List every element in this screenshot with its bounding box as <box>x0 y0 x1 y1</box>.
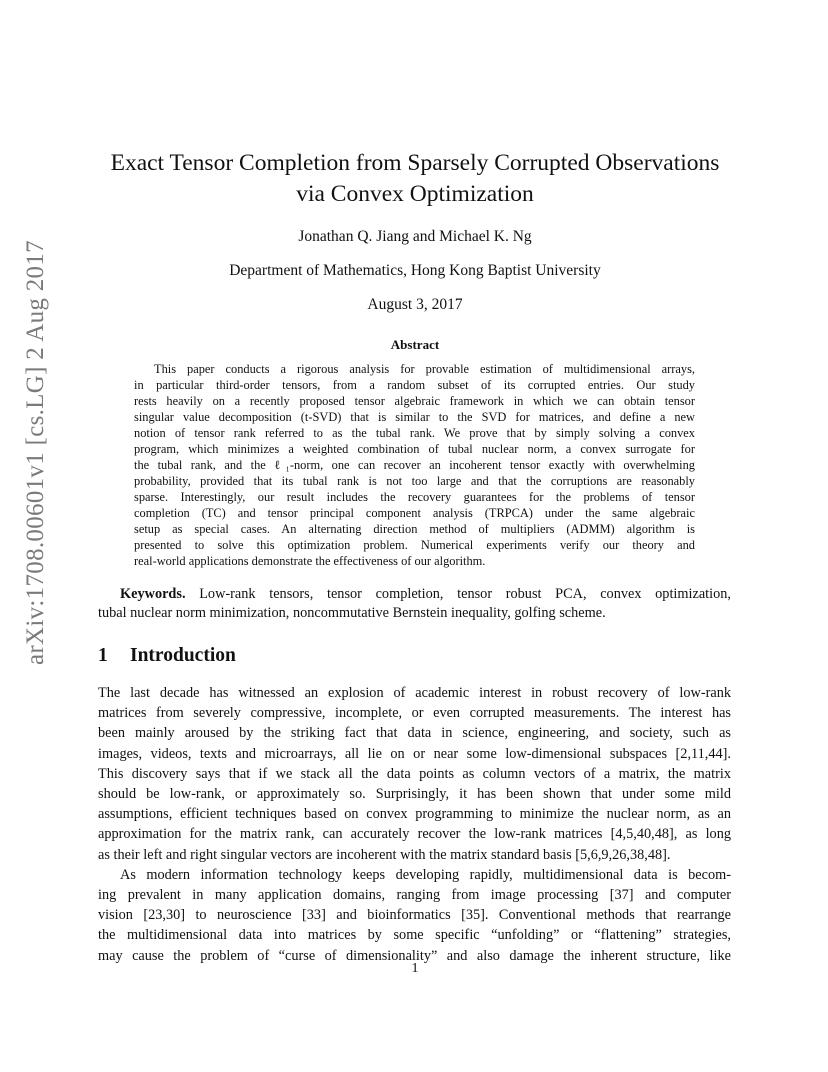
abstract-line: singular value decomposition (t-SVD) that is similar to the SVD for matrices, and define a new <box>134 410 695 424</box>
body-line: matrices from severely compressive, incomplete, or even corrupted measurements. The interest has <box>98 705 731 722</box>
title-line-1: Exact Tensor Completion from Sparsely Corrupted Observations <box>110 150 720 176</box>
arxiv-identifier[interactable]: arXiv:1708.00601v1 [cs.LG] 2 Aug 2017 <box>22 240 49 665</box>
keywords-label: Keywords. <box>120 586 186 602</box>
abstract-text <box>134 361 695 569</box>
abstract-line: presented to solve this optimization problem. Numerical experiments verify our theory and <box>134 538 695 552</box>
paper-date: August 3, 2017 <box>367 296 463 313</box>
abstract-line: in particular third-order tensors, from a random subset of its corrupted entries. Our study <box>134 378 695 392</box>
abstract-line: the tubal rank, and the ℓ₁-norm, one can recover an incoherent tensor exactly with overwhelming <box>134 458 695 472</box>
keywords-text-1: Low-rank tensors, tensor completion, tensor robust PCA, convex optimization, <box>199 586 731 602</box>
body-line: vision [23,30] to neuroscience [33] and bioinformatics [35]. Conventional methods that rearrange <box>98 907 731 924</box>
body-line: the multidimensional data into matrices by some specific “unfolding” or “flattening” strategies, <box>98 927 731 944</box>
abstract-heading: Abstract <box>390 337 440 352</box>
body-line: As modern information technology keeps developing rapidly, multidimensional data is becom- <box>120 866 731 883</box>
abstract-line: setup as special cases. An alternating direction method of multipliers (ADMM) algorithm is <box>134 522 695 536</box>
body-line: may cause the problem of “curse of dimensionality” and also damage the inherent structure, like <box>98 947 731 964</box>
body-line: should be low-rank, or approximately so. Surprisingly, it has been shown that under some mild <box>98 786 731 803</box>
abstract-line: program, which minimizes a weighted combination of tubal nuclear norm, a convex surrogate for <box>134 442 695 456</box>
abstract-line: real-world applications demonstrate the effectiveness of our algorithm. <box>134 554 486 568</box>
abstract-line: sparse. Interestingly, our result includes the recovery guarantees for the problems of tensor <box>134 490 695 504</box>
keywords-line-2: tubal nuclear norm minimization, noncommutative Bernstein inequality, golfing scheme. <box>98 605 606 621</box>
body-line: been mainly aroused by the striking fact that data in science, engineering, and society, such as <box>98 725 731 742</box>
paper-authors: Jonathan Q. Jiang and Michael K. Ng <box>298 228 532 245</box>
keywords-line-1 <box>98 585 731 604</box>
keywords-block <box>98 585 731 623</box>
body-line: ing prevalent in many application domains, ranging from image processing [37] and computer <box>98 887 731 904</box>
page-number: 1 <box>411 961 419 976</box>
body-line: approximation for the matrix rank, can accurately recover the low-rank matrices [4,5,40,48], as long <box>98 826 731 843</box>
title-line-2: via Convex Optimization <box>296 181 534 207</box>
section-number: 1 <box>98 645 108 666</box>
abstract-line: This paper conducts a rigorous analysis for provable estimation of multidimensional arrays, <box>154 362 695 376</box>
abstract-line: rests heavily on a recently proposed tensor algebraic framework in which we can obtain tensor <box>134 394 695 408</box>
body-text <box>98 683 731 966</box>
section-title: Introduction <box>130 645 236 666</box>
body-line: The last decade has witnessed an explosion of academic interest in robust recovery of low-rank <box>98 685 731 701</box>
abstract-line: completion (TC) and tensor principal component analysis (TRPCA) under the same algebraic <box>134 506 695 520</box>
abstract-line: notion of tensor rank referred to as the tubal rank. We prove that by simply solving a convex <box>134 426 695 440</box>
body-line: as their left and right singular vectors are incoherent with the matrix standard basis [5,6,9,26,38,48]. <box>98 846 671 863</box>
author-affiliation: Department of Mathematics, Hong Kong Baptist University <box>229 262 601 279</box>
section-heading <box>98 645 236 667</box>
body-line: assumptions, efficient techniques based on convex programming to minimize the nuclear norm, as an <box>98 806 731 823</box>
paper-title <box>98 148 732 210</box>
abstract-line: probability, provided that its tubal rank is not too large and that the corruptions are reasonably <box>134 474 695 488</box>
body-line: images, videos, texts and microarrays, all lie on or near some low-dimensional subspaces [2,11,44]. <box>98 745 731 762</box>
body-line: This discovery says that if we stack all the data points as column vectors of a matrix, the matrix <box>98 765 731 782</box>
